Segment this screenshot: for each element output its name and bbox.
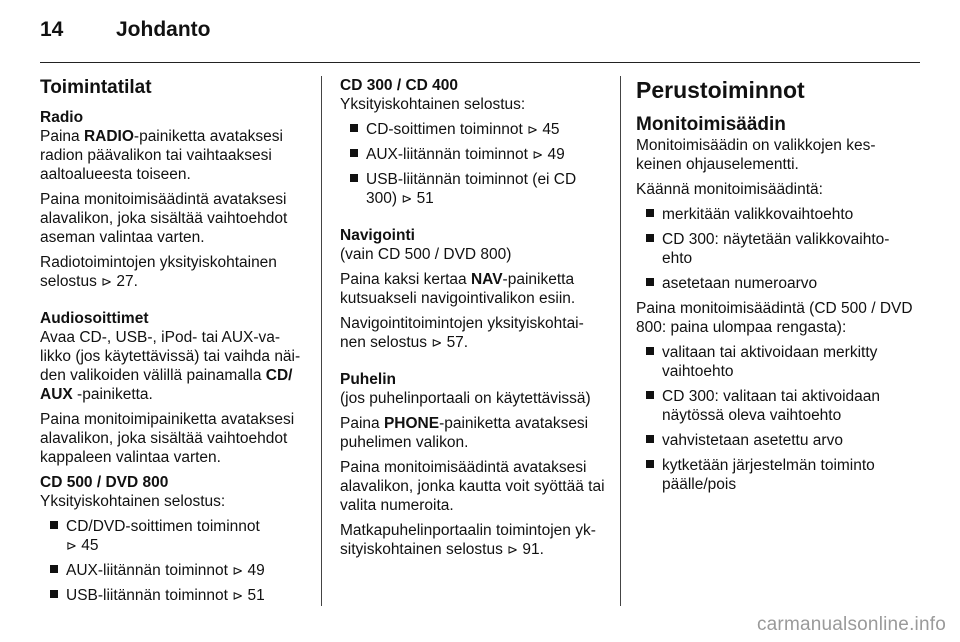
list-item: vahvistetaan asetettu arvo bbox=[636, 431, 916, 450]
paragraph: Avaa CD-, USB-, iPod- tai AUX-va-likko (jos käytettävissä) tai vaihda näi-den valikoiden välillä painamalla CD/ AUX -painiketta. bbox=[40, 329, 301, 403]
page-reference[interactable]: 57. bbox=[446, 334, 469, 351]
square-bullet-icon bbox=[646, 460, 654, 468]
heading-navigointi: Navigointi bbox=[340, 227, 415, 244]
paragraph: Paina monitoimisäädintä avataksesi alavalikon, jonka kautta voit syöttää tai valita numeroita. bbox=[340, 459, 605, 514]
list-item: CD 300: näytetään valikkovaihto-ehto bbox=[636, 230, 916, 268]
arrow-ref-icon: ⊳ bbox=[66, 538, 77, 553]
paragraph: Monitoimisäädin on valikkojen kes-keinen ohjauselementti. bbox=[636, 137, 876, 173]
arrow-ref-icon: ⊳ bbox=[101, 274, 113, 289]
bullet-list bbox=[40, 517, 308, 605]
paragraph: Yksityiskohtainen selostus: bbox=[40, 493, 226, 510]
square-bullet-icon bbox=[646, 391, 654, 399]
heading-cd300-cd400: CD 300 / CD 400 bbox=[340, 77, 459, 94]
arrow-ref-icon: ⊳ bbox=[527, 122, 538, 137]
paragraph: Paina monitoimisäädintä (CD 500 / DVD 800: paina ulompaa rengasta): bbox=[636, 300, 913, 336]
arrow-ref-icon: ⊳ bbox=[532, 147, 544, 162]
paragraph: Matkapuhelinportaalin toimintojen yk-sityiskohtainen selostus ⊳ 91. bbox=[340, 522, 596, 558]
page-reference[interactable]: 51 bbox=[416, 190, 434, 207]
square-bullet-icon bbox=[646, 435, 654, 443]
button-name-radio: RADIO bbox=[83, 128, 134, 145]
heading-audiosoittimet: Audiosoittimet bbox=[40, 310, 149, 327]
paragraph: Paina monitoimipainiketta avataksesi alavalikon, joka sisältää vaihtoehdot kappaleen valintaa varten. bbox=[40, 411, 295, 466]
button-name-nav: NAV bbox=[470, 271, 503, 288]
column-2 bbox=[340, 76, 608, 565]
page-number: 14 bbox=[40, 18, 64, 41]
square-bullet-icon bbox=[350, 149, 358, 157]
list-item: CD 300: valitaan tai aktivoidaan näytössä oleva vaihtoehto bbox=[636, 387, 916, 425]
list-item: merkitään valikkovaihtoehto bbox=[636, 205, 916, 224]
chapter-title: Johdanto bbox=[116, 18, 211, 41]
paragraph: Yksityiskohtainen selostus: bbox=[340, 96, 526, 113]
heading-cd500-dvd800: CD 500 / DVD 800 bbox=[40, 474, 169, 491]
square-bullet-icon bbox=[350, 174, 358, 182]
page-reference[interactable]: 45 bbox=[542, 121, 560, 138]
list-item: asetetaan numeroarvo bbox=[636, 274, 916, 293]
square-bullet-icon bbox=[50, 565, 58, 573]
button-name-phone: PHONE bbox=[383, 415, 440, 432]
paragraph: Käännä monitoimisäädintä: bbox=[636, 181, 823, 198]
square-bullet-icon bbox=[50, 590, 58, 598]
page-reference[interactable]: 49 bbox=[247, 562, 265, 579]
column-1 bbox=[40, 76, 308, 611]
arrow-ref-icon: ⊳ bbox=[232, 588, 244, 603]
arrow-ref-icon: ⊳ bbox=[431, 335, 443, 350]
square-bullet-icon bbox=[646, 278, 654, 286]
column-3 bbox=[636, 76, 916, 500]
arrow-ref-icon: ⊳ bbox=[401, 191, 413, 206]
section-title-toimintatilat: Toimintatilat bbox=[40, 77, 152, 98]
bullet-list bbox=[636, 343, 916, 494]
header-rule bbox=[40, 62, 920, 63]
list-item: USB-liitännän toiminnot ⊳ 51 bbox=[40, 586, 308, 605]
square-bullet-icon bbox=[646, 209, 654, 217]
paragraph: Paina monitoimisäädintä avataksesi alavalikon, joka sisältää vaihtoehdot aseman valintaa varten. bbox=[40, 191, 288, 246]
list-item: AUX-liitännän toiminnot ⊳ 49 bbox=[40, 561, 308, 580]
paragraph: Paina PHONE-painiketta avataksesi puhelimen valikon. bbox=[340, 415, 589, 451]
square-bullet-icon bbox=[646, 347, 654, 355]
list-item: kytketään järjestelmän toiminto päälle/pois bbox=[636, 456, 916, 494]
paragraph: Paina RADIO-painiketta avataksesi radion päävalikon tai vaihtaaksesi aaltoalueesta toiseen. bbox=[40, 128, 283, 183]
paragraph: (vain CD 500 / DVD 800) bbox=[340, 246, 512, 263]
paragraph: Paina kaksi kertaa NAV-painiketta kutsuakseli navigointivalikon esiin. bbox=[340, 271, 576, 307]
column-divider-1 bbox=[321, 76, 322, 606]
square-bullet-icon bbox=[50, 521, 58, 529]
heading-radio: Radio bbox=[40, 109, 84, 126]
page-header bbox=[40, 18, 920, 48]
arrow-ref-icon: ⊳ bbox=[232, 563, 244, 578]
section-title-perustoiminnot: Perustoiminnot bbox=[636, 77, 805, 103]
list-item: valitaan tai aktivoidaan merkitty vaihtoehto bbox=[636, 343, 916, 381]
button-name-cd-aux: CD/ AUX bbox=[40, 367, 293, 403]
square-bullet-icon bbox=[350, 124, 358, 132]
square-bullet-icon bbox=[646, 234, 654, 242]
list-item: CD/DVD-soittimen toiminnot ⊳ 45 bbox=[40, 517, 308, 555]
page-reference[interactable]: 49 bbox=[547, 146, 565, 163]
heading-puhelin: Puhelin bbox=[340, 371, 396, 388]
paragraph: Navigointitoimintojen yksityiskohtai-nen selostus ⊳ 57. bbox=[340, 315, 584, 351]
column-divider-2 bbox=[620, 76, 621, 606]
paragraph: Radiotoimintojen yksityiskohtainen selostus ⊳ 27. bbox=[40, 254, 277, 290]
page-reference[interactable]: 45 bbox=[81, 537, 99, 554]
list-item: CD-soittimen toiminnot ⊳ 45 bbox=[340, 120, 608, 139]
bullet-list bbox=[636, 205, 916, 293]
page-reference[interactable]: 27. bbox=[116, 273, 138, 290]
watermark: carmanualsonline.info bbox=[756, 614, 946, 635]
page-reference[interactable]: 51 bbox=[247, 587, 265, 604]
bullet-list bbox=[340, 120, 608, 208]
page-reference[interactable]: 91. bbox=[522, 541, 544, 558]
paragraph: (jos puhelinportaali on käytettävissä) bbox=[340, 390, 591, 407]
list-item: USB-liitännän toiminnot (ei CD 300) ⊳ 51 bbox=[340, 170, 608, 208]
heading-monitoimisaadin: Monitoimisäädin bbox=[636, 114, 786, 135]
list-item: AUX-liitännän toiminnot ⊳ 49 bbox=[340, 145, 608, 164]
arrow-ref-icon: ⊳ bbox=[507, 542, 519, 557]
